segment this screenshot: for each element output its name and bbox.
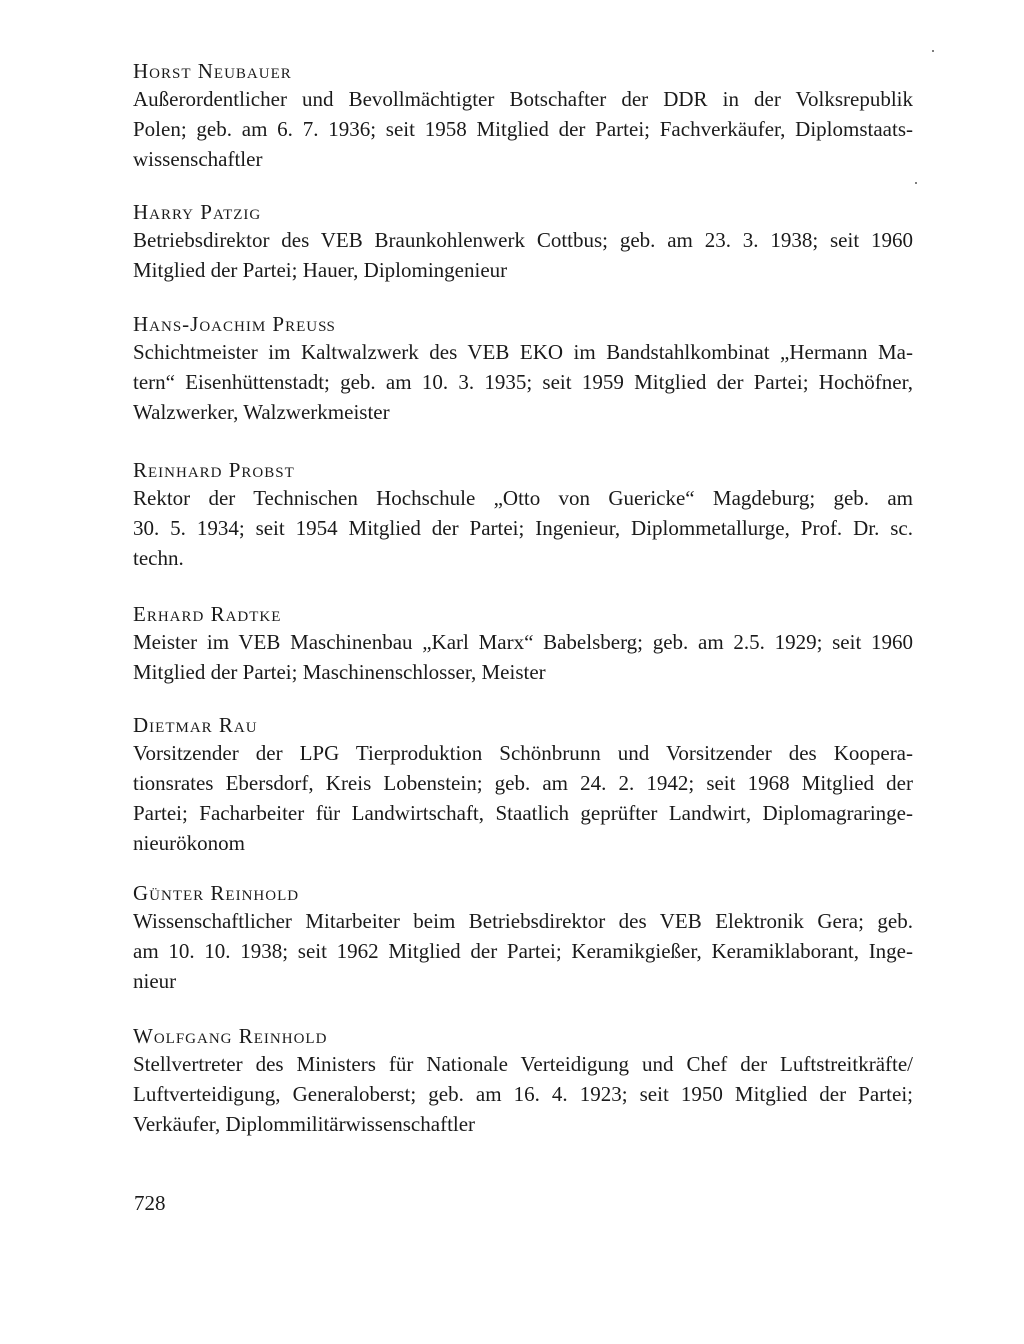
bio-line: Verkäufer, Diplommilitärwissenschaftler: [133, 1112, 476, 1136]
bio-line: wissenschaftler: [133, 147, 263, 171]
entry-bio: [133, 906, 913, 996]
bio-line: Partei; Facharbeiter für Landwirtschaft, Staatlich geprüfter Landwirt, Diplomagraringe-: [133, 801, 913, 825]
bio-line: 30. 5. 1934; seit 1954 Mitglied der Partei; Ingenieur, Diplommetallurge, Prof. Dr. sc.: [133, 516, 913, 540]
entry-wolfgang-reinhold: [133, 1023, 913, 1139]
entry-guenter-reinhold: [133, 880, 913, 996]
page-number: 728: [134, 1191, 166, 1215]
entry-name: Günter Reinhold: [133, 881, 300, 905]
bio-line: nieurökonom: [133, 831, 245, 855]
bio-line: tern“ Eisenhüttenstadt; geb. am 10. 3. 1935; seit 1959 Mitglied der Partei; Hochöfner,: [133, 370, 913, 394]
bio-line: Stellvertreter des Ministers für Nationale Verteidigung und Chef der Luftstreitkräfte/: [133, 1052, 913, 1076]
entry-name: Horst Neubauer: [133, 59, 292, 83]
entry-bio: [133, 225, 913, 285]
scan-speck: [932, 50, 934, 52]
bio-line: Betriebsdirektor des VEB Braunkohlenwerk Cottbus; geb. am 23. 3. 1938; seit 1960: [133, 228, 913, 252]
entry-bio: [133, 84, 913, 174]
entry-bio: [133, 627, 913, 687]
bio-line: Meister im VEB Maschinenbau „Karl Marx“ Babelsberg; geb. am 2.5. 1929; seit 1960: [133, 630, 913, 654]
bio-line: Polen; geb. am 6. 7. 1936; seit 1958 Mitglied der Partei; Fachverkäufer, Diplomstaats-: [133, 117, 913, 141]
entry-bio: [133, 483, 913, 573]
entry-name: Hans-Joachim Preuß: [133, 312, 336, 336]
scan-speck: [915, 182, 917, 184]
entry-hans-joachim-preuss: [133, 311, 913, 427]
entry-horst-neubauer: [133, 58, 913, 174]
bio-line: techn.: [133, 546, 184, 570]
bio-line: Mitglied der Partei; Maschinenschlosser, Meister: [133, 660, 546, 684]
bio-line: Mitglied der Partei; Hauer, Diplomingenieur: [133, 258, 508, 282]
bio-line: Außerordentlicher und Bevollmächtigter Botschafter der DDR in der Volksrepublik: [133, 87, 913, 111]
entry-bio: [133, 337, 913, 427]
bio-line: am 10. 10. 1938; seit 1962 Mitglied der Partei; Keramikgießer, Keramiklaborant, Inge-: [133, 939, 913, 963]
entry-name: Harry Patzig: [133, 200, 262, 224]
bio-line: Vorsitzender der LPG Tierproduktion Schönbrunn und Vorsitzender des Koopera-: [133, 741, 913, 765]
entry-harry-patzig: [133, 199, 913, 285]
entry-name: Dietmar Rau: [133, 713, 258, 737]
entry-bio: [133, 1049, 913, 1139]
entry-name: Erhard Radtke: [133, 602, 282, 626]
bio-line: nieur: [133, 969, 177, 993]
bio-line: tionsrates Ebersdorf, Kreis Lobenstein; geb. am 24. 2. 1942; seit 1968 Mitglied der: [133, 771, 913, 795]
bio-line: Walzwerker, Walzwerkmeister: [133, 400, 390, 424]
bio-line: Luftverteidigung, Generaloberst; geb. am 16. 4. 1923; seit 1950 Mitglied der Partei;: [133, 1082, 913, 1106]
entry-bio: [133, 738, 913, 858]
entry-dietmar-rau: [133, 712, 913, 858]
entry-erhard-radtke: [133, 601, 913, 687]
entry-reinhard-probst: [133, 457, 913, 573]
bio-line: Wissenschaftlicher Mitarbeiter beim Betriebsdirektor des VEB Elektronik Gera; geb.: [133, 909, 913, 933]
entry-name: Wolfgang Reinhold: [133, 1024, 328, 1048]
bio-line: Schichtmeister im Kaltwalzwerk des VEB EKO im Bandstahlkombinat „Hermann Ma-: [133, 340, 913, 364]
entry-name: Reinhard Probst: [133, 458, 295, 482]
bio-line: Rektor der Technischen Hochschule „Otto von Guericke“ Magdeburg; geb. am: [133, 486, 913, 510]
